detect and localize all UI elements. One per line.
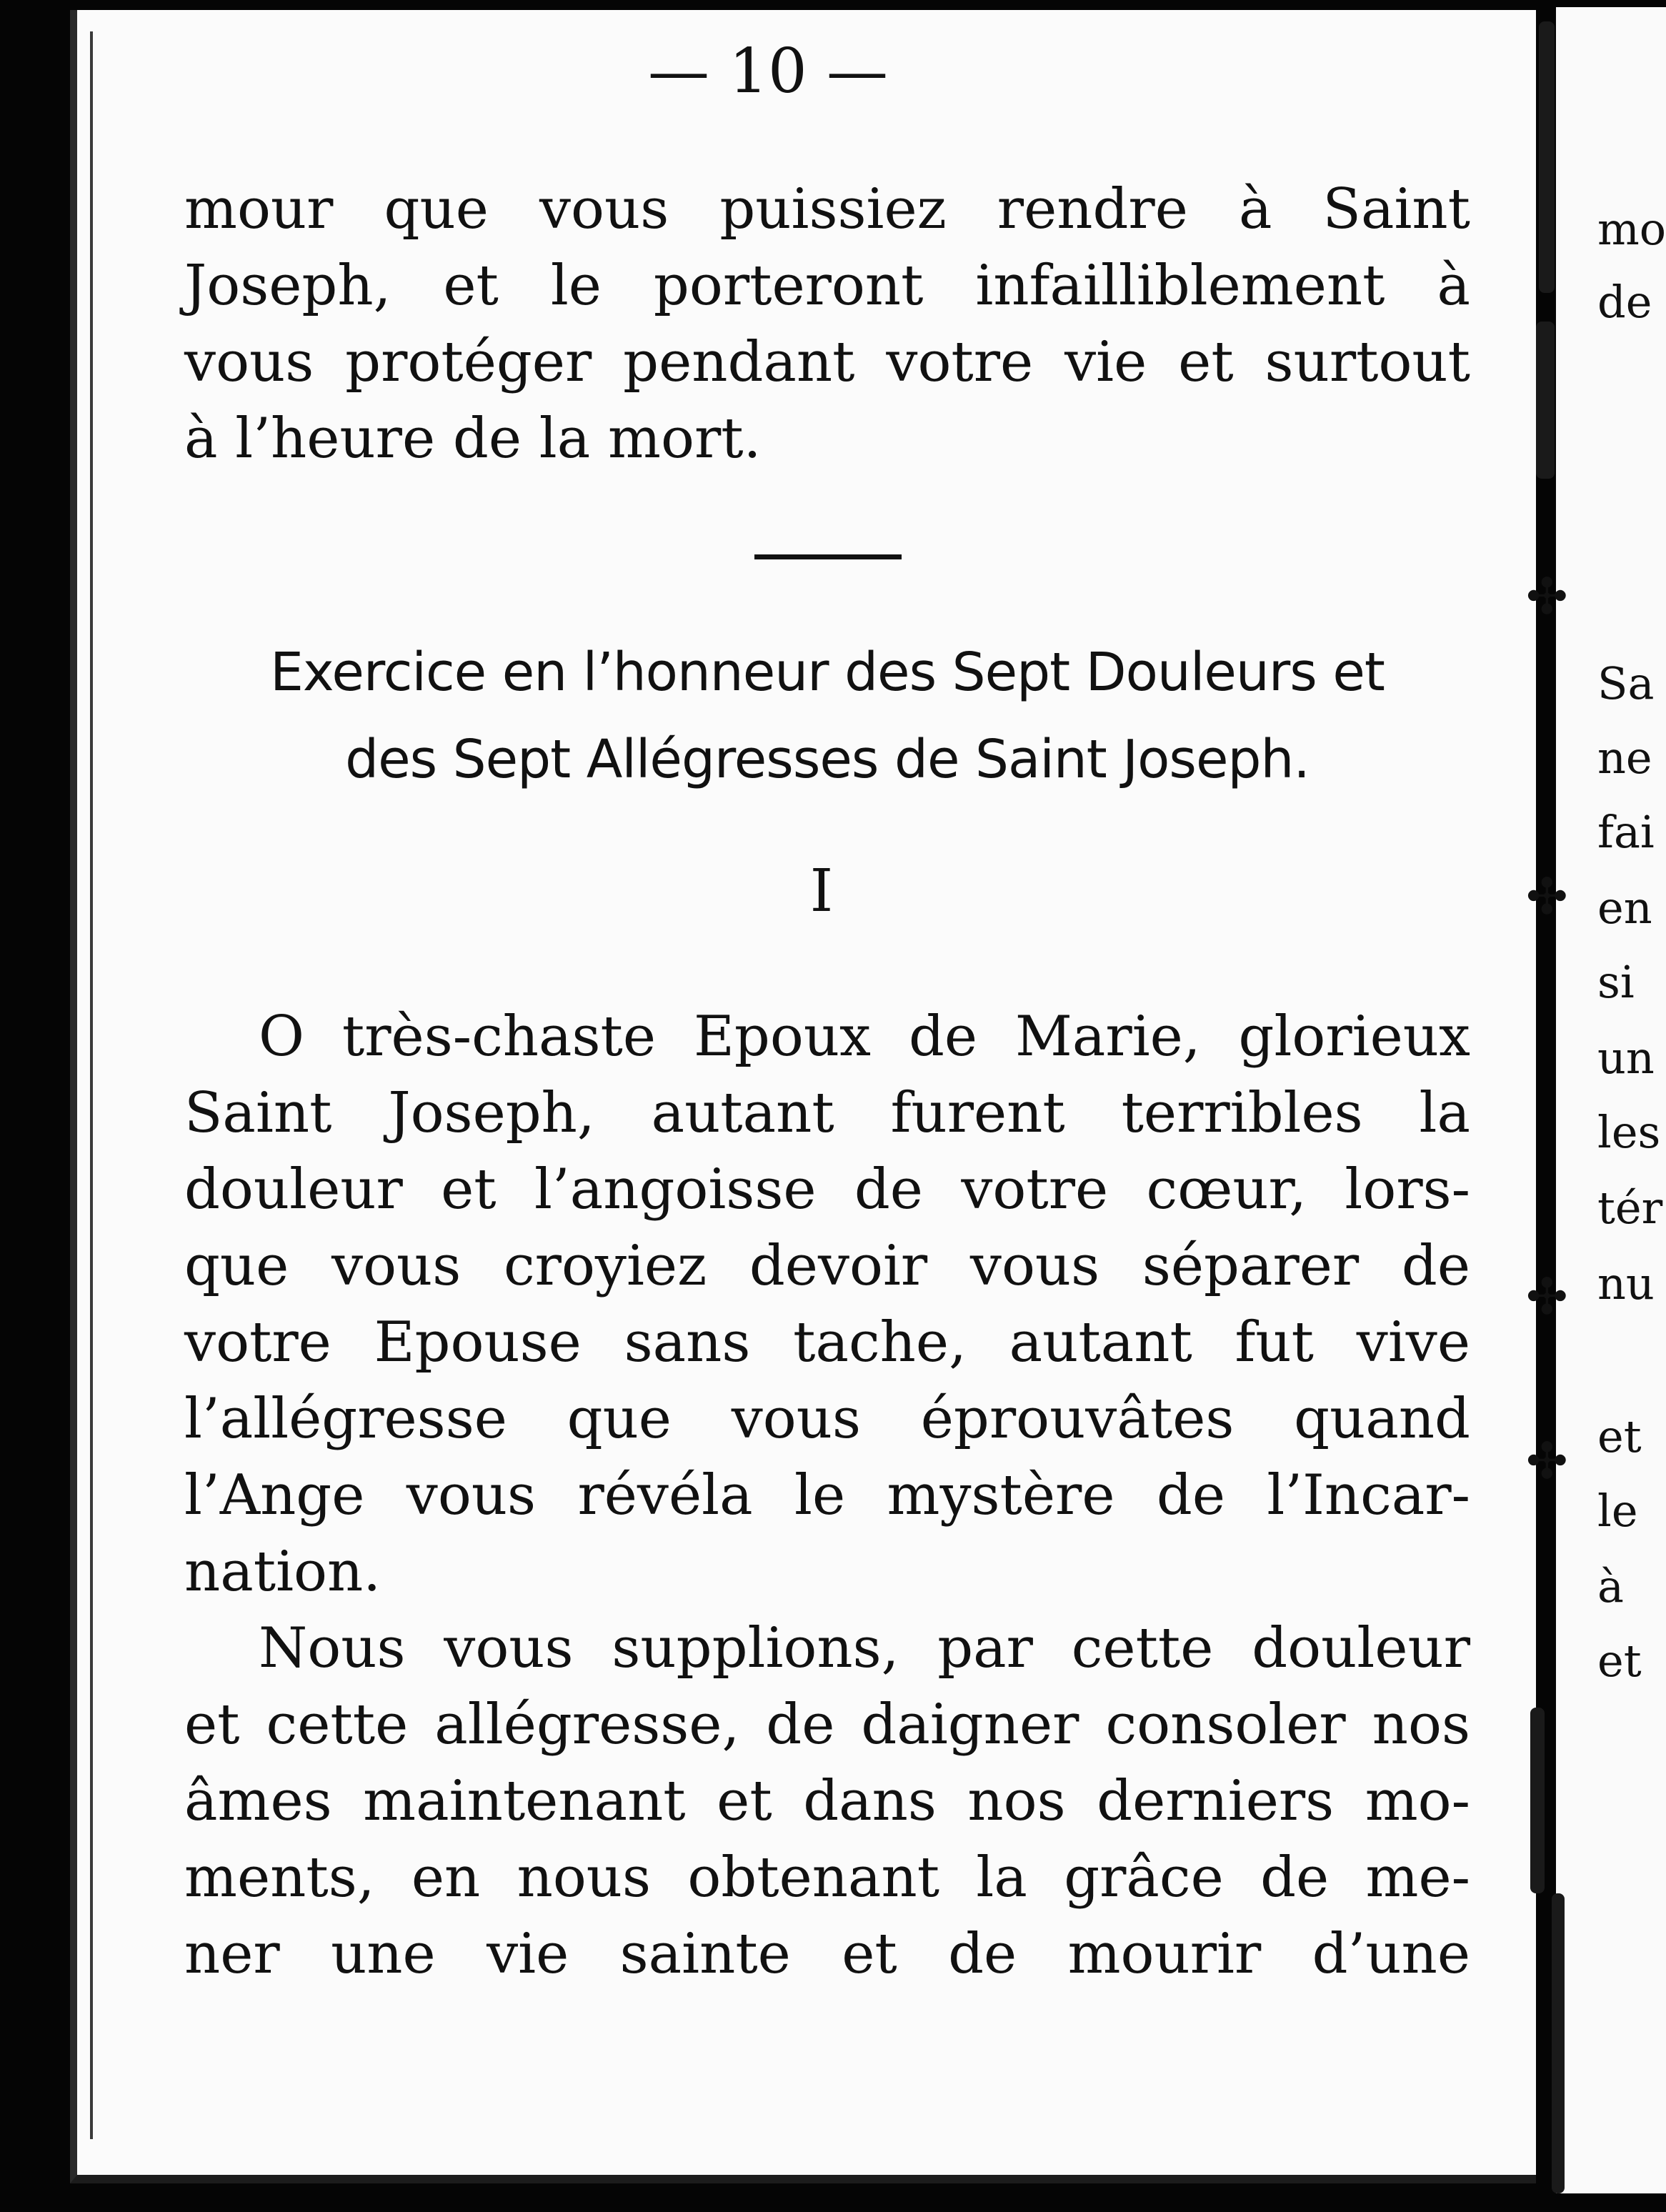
text-line: Joseph, et le porteront infailliblement à	[184, 254, 1470, 318]
next-page-fragment: mo	[1597, 203, 1666, 255]
text-line: l’Ange vous révéla le mystère de l’Incar-	[184, 1463, 1470, 1528]
next-page-fragment: et	[1597, 1635, 1642, 1687]
next-page-fragment: nu	[1597, 1257, 1655, 1310]
text-line	[184, 1610, 1470, 1687]
text-line: votre Epouse sans tache, autant fut vive	[184, 1310, 1470, 1375]
next-page-fragment: si	[1597, 956, 1635, 1008]
section-divider	[754, 554, 902, 559]
text-line: l’allégresse que vous éprouvâtes quand	[184, 1387, 1470, 1451]
text-line-content: Nous vous supplions, par cette douleur	[259, 1616, 1470, 1680]
heading-line: Exercice en l’honneur des Sept Douleurs et	[270, 642, 1385, 703]
text-line: à l’heure de la mort.	[184, 407, 762, 471]
next-page-fragment: les	[1597, 1106, 1661, 1158]
binding-thread-mark: ✣	[1526, 1267, 1568, 1326]
intro-paragraph	[184, 171, 1470, 477]
text-line: mour que vous puissiez rendre à Saint	[184, 177, 1470, 241]
text-line: âmes maintenant et dans nos derniers mo-	[184, 1769, 1470, 1833]
binding-strip	[1552, 1893, 1565, 2193]
next-page-fragment: le	[1597, 1485, 1638, 1537]
binding-strip	[1536, 322, 1555, 479]
next-page-fragment: Sa	[1597, 657, 1655, 709]
text-line: Saint Joseph, autant furent terribles la	[184, 1081, 1470, 1145]
binding-thread-mark: ✣	[1526, 567, 1568, 626]
page-edge-line	[90, 31, 93, 2139]
page-number: — 10 —	[647, 36, 889, 107]
section-heading	[184, 629, 1470, 803]
text-line: ner une vie sainte et de mourir d’une	[184, 1922, 1470, 1986]
next-page-fragment: fai	[1597, 806, 1655, 858]
next-page-fragment: en	[1597, 882, 1652, 934]
book-binding	[1526, 21, 1572, 2193]
binding-strip	[1539, 21, 1555, 293]
next-page-fragment: de	[1597, 276, 1652, 328]
text-line	[184, 999, 1470, 1075]
next-page-fragment: un	[1597, 1032, 1655, 1084]
text-line: ments, en nous obtenant la grâce de me-	[184, 1845, 1470, 1910]
text-line: douleur et l’angoisse de votre cœur, lors-	[184, 1157, 1470, 1222]
text-line: nation.	[184, 1540, 381, 1604]
next-page-fragment: ne	[1597, 732, 1652, 784]
heading-line: des Sept Allégresses de Saint Joseph.	[345, 729, 1310, 790]
binding-thread-mark: ✣	[1526, 1432, 1568, 1490]
binding-thread-mark: ✣	[1526, 867, 1568, 926]
text-line: vous protéger pendant votre vie et surtout	[184, 330, 1470, 394]
next-page-fragment: tér	[1597, 1182, 1663, 1234]
paragraph-one	[184, 999, 1470, 1610]
right-page-edge	[1556, 7, 1666, 2193]
section-numeral: I	[809, 857, 834, 925]
binding-strip	[1530, 1708, 1545, 1893]
next-page-fragment: à	[1597, 1560, 1624, 1613]
text-line: que vous croyiez devoir vous séparer de	[184, 1234, 1470, 1298]
paragraph-two	[184, 1610, 1470, 1993]
text-line: et cette allégresse, de daigner consoler nos	[184, 1693, 1470, 1757]
next-page-fragment: et	[1597, 1410, 1642, 1463]
text-line-content: O très-chaste Epoux de Marie, glorieux	[259, 1005, 1470, 1069]
